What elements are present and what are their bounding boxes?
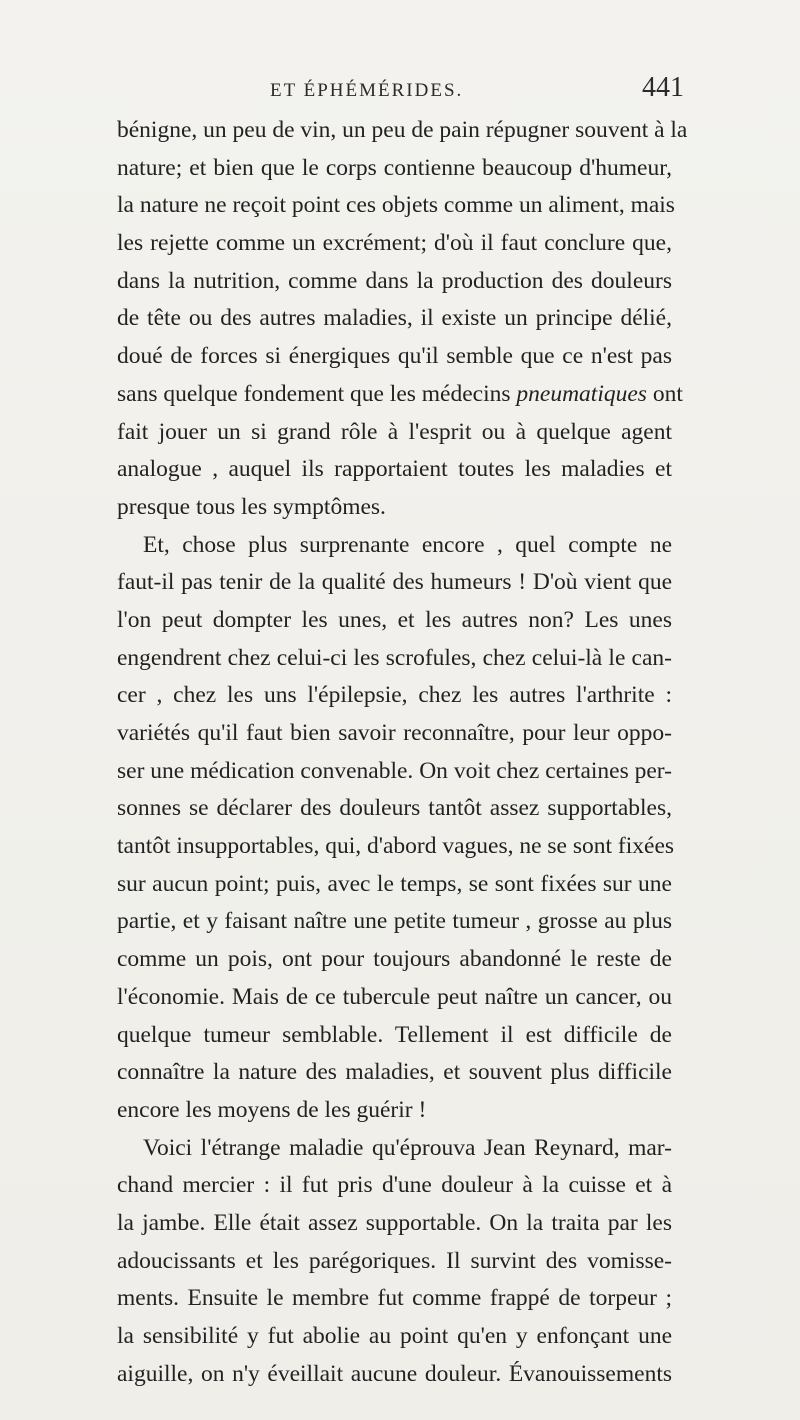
text-segment: ont (652, 380, 683, 407)
text-line: de tête ou des autres maladies, il existe un principe délié, (117, 305, 672, 332)
text-line: la jambe. Elle était assez supportable. On la traita par les (117, 1209, 672, 1236)
text-line: cer , chez les uns l'épilepsie, chez les autres l'arthrite : (117, 682, 672, 709)
paragraph-end-line: presque tous les symptômes. (117, 493, 386, 520)
text-line: ments. Ensuite le membre fut comme frappé de torpeur ; (117, 1285, 672, 1312)
paragraph-end-line: encore les moyens de les guérir ! (117, 1096, 427, 1123)
text-line: aiguille, on n'y éveillait aucune douleur. Évanouissements (117, 1360, 672, 1387)
italic-term: pneumatiques (516, 380, 647, 407)
text-line: partie, et y faisant naître une petite tumeur , grosse au plus (117, 908, 672, 935)
text-line: tantôt insupportables, qui, d'abord vagues, ne se sont fixées (117, 833, 675, 860)
text-line: sonnes se déclarer des douleurs tantôt assez supportables, (117, 795, 672, 822)
text-line: quelque tumeur semblable. Tellement il est difficile de (117, 1021, 672, 1048)
text-line: chand mercier : il fut pris d'une douleur à la cuisse et à (117, 1172, 672, 1199)
text-line: variétés qu'il faut bien savoir reconnaître, pour leur oppo- (117, 720, 672, 746)
text-line: dans la nutrition, comme dans la production des douleurs (117, 267, 672, 294)
text-line: ser une médication convenable. On voit chez certaines per- (117, 757, 672, 784)
text-line: les rejette comme un excrément; d'où il faut conclure que, (117, 230, 672, 257)
text-segment: sans quelque fondement que les médecins (117, 380, 511, 407)
text-line: l'on peut dompter les unes, et les autres non? Les unes (117, 606, 672, 633)
text-line: doué de forces si énergiques qu'il semble que ce n'est pas (117, 343, 672, 370)
text-line-with-italic (117, 376, 683, 414)
text-line: connaître la nature des maladies, et souvent plus difficile (117, 1059, 672, 1086)
running-title: ET ÉPHÉMÉRIDES. (270, 80, 464, 101)
text-line: faut-il pas tenir de la qualité des humeurs ! D'où vient que (117, 569, 672, 596)
text-line: sur aucun point; puis, avec le temps, se sont fixées sur une (117, 870, 672, 897)
text-line: nature; et bien que le corps contienne beaucoup d'humeur, (117, 154, 672, 181)
text-line: la sensibilité y fut abolie au point qu'en y enfonçant une (117, 1323, 672, 1349)
text-line: bénigne, un peu de vin, un peu de pain répugner souvent à la (117, 117, 688, 143)
text-line: fait jouer un si grand rôle à l'esprit ou à quelque agent (117, 418, 672, 445)
text-line: comme un pois, ont pour toujours abandonné le reste de (117, 946, 672, 973)
text-line: l'économie. Mais de ce tubercule peut naître un cancer, ou (117, 983, 672, 1010)
text-line: analogue , auquel ils rapportaient toutes les maladies et (117, 456, 672, 483)
paragraph-start-line: Voici l'étrange maladie qu'éprouva Jean Reynard, mar- (143, 1134, 672, 1161)
text-line: adoucissants et les parégoriques. Il survint des vomisse- (117, 1247, 672, 1274)
paragraph-start-line: Et, chose plus surprenante encore , quel compte ne (143, 531, 672, 558)
text-line: engendrent chez celui-ci les scrofules, chez celui-là le can- (117, 644, 672, 671)
body-text (117, 112, 688, 1393)
text-line: la nature ne reçoit point ces objets comme un aliment, mais (117, 192, 675, 219)
page-number: 441 (642, 72, 684, 103)
